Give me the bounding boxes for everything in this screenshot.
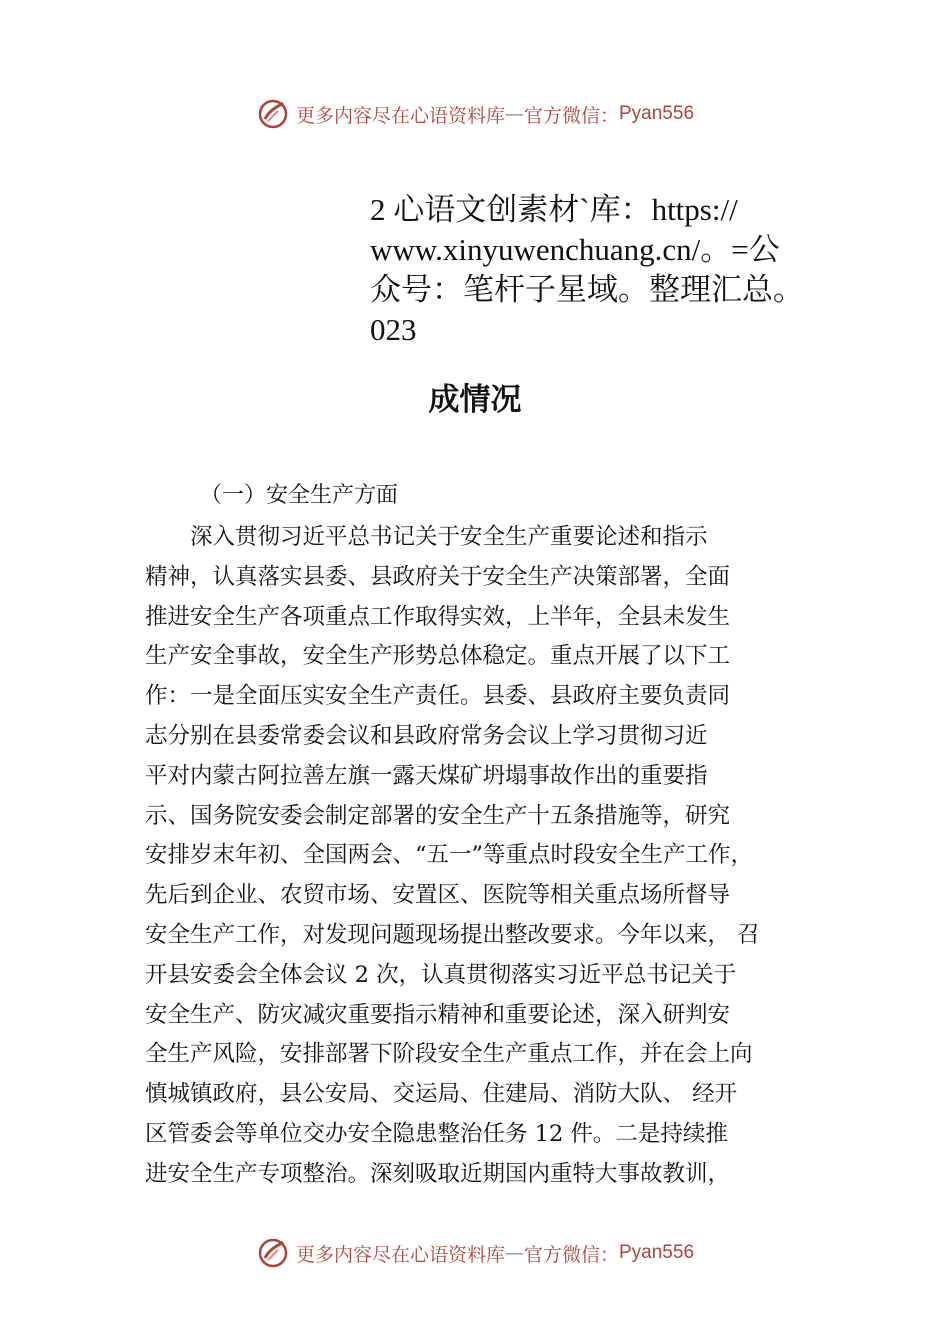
source-line: www.xinyuwenchuang.cn/。=公 [370, 232, 780, 267]
source-line: 众号：笔杆子星域。整理汇总。 [370, 272, 804, 307]
body-line: 区管委会等单位交办安全隐患整治任务 12 件。二是持续推 [145, 1120, 728, 1147]
body-line: 安排岁末年初、全国两会、“五一”等重点时段安全生产工作， [145, 842, 754, 869]
banner-text: 更多内容尽在心语资料库 [295, 104, 505, 127]
body-line: 作：一是全面压实安全生产责任。县委、县政府主要负责同 [145, 683, 731, 710]
body-line: 进安全生产专项整治。深刻吸取近期国内重特大事故教训， [145, 1160, 731, 1187]
brand-logo-icon [256, 97, 290, 131]
source-line: 2 心语文创素材`库：https:// [370, 192, 738, 227]
section-heading: （一）安全生产方面 [200, 483, 399, 508]
body-line: 安全生产工作，对发现问题现场提出整改要求。今年以来， 召 [145, 921, 760, 948]
body-paragraph [145, 518, 810, 1195]
header-banner [0, 94, 950, 134]
body-line: 生产安全事故，安全生产形势总体稳定。重点开展了以下工 [145, 643, 731, 670]
body-line: 推进安全生产各项重点工作取得实效，上半年，全县未发生 [145, 603, 731, 630]
page-title: 成情况 [428, 382, 522, 418]
brand-logo-icon [256, 1236, 290, 1270]
footer-banner [0, 1233, 950, 1273]
body-line: 先后到企业、农贸市场、安置区、医院等相关重点场所督导 [145, 882, 731, 909]
body-line: 精神，认真落实县委、县政府关于安全生产决策部署，全面 [145, 563, 731, 590]
banner-separator: — [504, 103, 524, 125]
body-line: 慎城镇政府，县公安局、交运局、住建局、消防大队、 经开 [145, 1081, 738, 1108]
banner-wechat-label: 官方微信： [523, 1243, 619, 1266]
body-line: 深入贯彻习近平总书记关于安全生产重要论述和指示 [145, 524, 708, 550]
banner-wechat-label: 官方微信： [523, 104, 619, 127]
body-line: 安全生产、防灾减灾重要指示精神和重要论述，深入研判安 [145, 1001, 731, 1028]
body-line: 示、国务院安委会制定部署的安全生产十五条措施等，研究 [145, 802, 731, 829]
source-line: 023 [370, 312, 417, 347]
body-line: 志分别在县委常委会议和县政府常务会议上学习贯彻习近 [145, 722, 708, 749]
source-note [370, 190, 840, 350]
banner-separator: — [504, 1242, 524, 1264]
banner-text: 更多内容尽在心语资料库 [295, 1243, 505, 1266]
body-line: 开县安委会全体会议 2 次，认真贯彻落实习近平总书记关于 [145, 961, 737, 988]
banner-wechat-id: Pyan556 [619, 103, 695, 124]
body-line: 平对内蒙古阿拉善左旗一露天煤矿坍塌事故作出的重要指 [145, 762, 708, 789]
body-line: 全生产风险，安排部署下阶段安全生产重点工作，并在会上向 [145, 1041, 753, 1068]
banner-wechat-id: Pyan556 [619, 1242, 695, 1263]
